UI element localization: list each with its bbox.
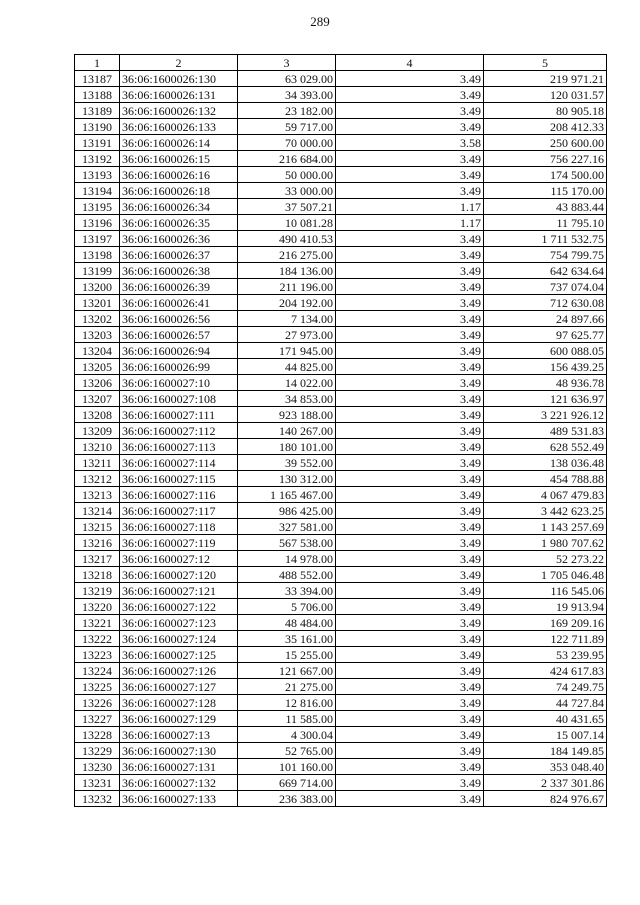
area-cell: 5 706.00 <box>238 599 336 615</box>
rate-cell: 3.49 <box>336 87 484 103</box>
table-row <box>75 279 607 295</box>
cadastral-number-cell: 36:06:1600026:39 <box>120 279 238 295</box>
rate-cell: 3.49 <box>336 663 484 679</box>
cadastral-number-cell: 36:06:1600027:108 <box>120 391 238 407</box>
column-header: 2 <box>120 55 238 71</box>
rate-cell: 3.49 <box>336 775 484 791</box>
column-header: 4 <box>336 55 484 71</box>
area-cell: 216 684.00 <box>238 151 336 167</box>
cadastral-number-cell: 36:06:1600027:13 <box>120 727 238 743</box>
rate-cell: 3.49 <box>336 583 484 599</box>
table-row <box>75 631 607 647</box>
table-row <box>75 743 607 759</box>
rate-cell: 3.49 <box>336 167 484 183</box>
rate-cell: 3.49 <box>336 343 484 359</box>
area-cell: 34 853.00 <box>238 391 336 407</box>
rate-cell: 3.49 <box>336 551 484 567</box>
rate-cell: 3.49 <box>336 695 484 711</box>
rate-cell: 3.49 <box>336 471 484 487</box>
amount-cell: 121 636.97 <box>484 391 607 407</box>
rate-cell: 3.49 <box>336 327 484 343</box>
amount-cell: 4 067 479.83 <box>484 487 607 503</box>
table-row <box>75 359 607 375</box>
cadastral-number-cell: 36:06:1600027:131 <box>120 759 238 775</box>
cadastral-number-cell: 36:06:1600027:130 <box>120 743 238 759</box>
table-row <box>75 135 607 151</box>
rate-cell: 3.49 <box>336 311 484 327</box>
area-cell: 171 945.00 <box>238 343 336 359</box>
cadastral-number-cell: 36:06:1600026:16 <box>120 167 238 183</box>
row-index-cell: 13219 <box>75 583 120 599</box>
table-row <box>75 727 607 743</box>
area-cell: 50 000.00 <box>238 167 336 183</box>
area-cell: 27 973.00 <box>238 327 336 343</box>
amount-cell: 737 074.04 <box>484 279 607 295</box>
amount-cell: 824 976.67 <box>484 791 607 807</box>
amount-cell: 3 221 926.12 <box>484 407 607 423</box>
rate-cell: 3.49 <box>336 359 484 375</box>
row-index-cell: 13204 <box>75 343 120 359</box>
cadastral-number-cell: 36:06:1600026:36 <box>120 231 238 247</box>
amount-cell: 15 007.14 <box>484 727 607 743</box>
rate-cell: 3.49 <box>336 151 484 167</box>
cadastral-number-cell: 36:06:1600027:132 <box>120 775 238 791</box>
area-cell: 121 667.00 <box>238 663 336 679</box>
area-cell: 490 410.53 <box>238 231 336 247</box>
cadastral-number-cell: 36:06:1600026:57 <box>120 327 238 343</box>
area-cell: 14 978.00 <box>238 551 336 567</box>
cadastral-number-cell: 36:06:1600027:119 <box>120 535 238 551</box>
row-index-cell: 13218 <box>75 567 120 583</box>
table-row <box>75 503 607 519</box>
area-cell: 14 022.00 <box>238 375 336 391</box>
area-cell: 34 393.00 <box>238 87 336 103</box>
amount-cell: 1 711 532.75 <box>484 231 607 247</box>
row-index-cell: 13191 <box>75 135 120 151</box>
area-cell: 1 165 467.00 <box>238 487 336 503</box>
cadastral-number-cell: 36:06:1600026:41 <box>120 295 238 311</box>
amount-cell: 19 913.94 <box>484 599 607 615</box>
table-row <box>75 551 607 567</box>
row-index-cell: 13203 <box>75 327 120 343</box>
rate-cell: 3.49 <box>336 503 484 519</box>
row-index-cell: 13192 <box>75 151 120 167</box>
table-row <box>75 647 607 663</box>
amount-cell: 122 711.89 <box>484 631 607 647</box>
cadastral-number-cell: 36:06:1600026:38 <box>120 263 238 279</box>
amount-cell: 756 227.16 <box>484 151 607 167</box>
area-cell: 7 134.00 <box>238 311 336 327</box>
table-row <box>75 247 607 263</box>
area-cell: 70 000.00 <box>238 135 336 151</box>
cadastral-number-cell: 36:06:1600026:18 <box>120 183 238 199</box>
area-cell: 101 160.00 <box>238 759 336 775</box>
area-cell: 4 300.04 <box>238 727 336 743</box>
row-index-cell: 13197 <box>75 231 120 247</box>
rate-cell: 3.49 <box>336 231 484 247</box>
area-cell: 52 765.00 <box>238 743 336 759</box>
amount-cell: 138 036.48 <box>484 455 607 471</box>
row-index-cell: 13220 <box>75 599 120 615</box>
table-row <box>75 695 607 711</box>
cadastral-number-cell: 36:06:1600027:10 <box>120 375 238 391</box>
cadastral-number-cell: 36:06:1600027:115 <box>120 471 238 487</box>
table-row <box>75 759 607 775</box>
cadastral-number-cell: 36:06:1600026:132 <box>120 103 238 119</box>
row-index-cell: 13206 <box>75 375 120 391</box>
rate-cell: 3.49 <box>336 375 484 391</box>
cadastral-number-cell: 36:06:1600027:126 <box>120 663 238 679</box>
row-index-cell: 13190 <box>75 119 120 135</box>
rate-cell: 1.17 <box>336 215 484 231</box>
column-header: 1 <box>75 55 120 71</box>
column-header: 5 <box>484 55 607 71</box>
amount-cell: 2 337 301.86 <box>484 775 607 791</box>
amount-cell: 424 617.83 <box>484 663 607 679</box>
area-cell: 39 552.00 <box>238 455 336 471</box>
table-row <box>75 423 607 439</box>
rate-cell: 3.49 <box>336 631 484 647</box>
area-cell: 488 552.00 <box>238 567 336 583</box>
row-index-cell: 13209 <box>75 423 120 439</box>
cadastral-number-cell: 36:06:1600027:12 <box>120 551 238 567</box>
row-index-cell: 13205 <box>75 359 120 375</box>
row-index-cell: 13200 <box>75 279 120 295</box>
amount-cell: 250 600.00 <box>484 135 607 151</box>
rate-cell: 3.49 <box>336 647 484 663</box>
area-cell: 33 000.00 <box>238 183 336 199</box>
row-index-cell: 13225 <box>75 679 120 695</box>
table-row <box>75 487 607 503</box>
area-cell: 204 192.00 <box>238 295 336 311</box>
table-row <box>75 343 607 359</box>
column-header: 3 <box>238 55 336 71</box>
amount-cell: 156 439.25 <box>484 359 607 375</box>
rate-cell: 3.49 <box>336 407 484 423</box>
table-row <box>75 215 607 231</box>
rate-cell: 3.49 <box>336 599 484 615</box>
table-row <box>75 375 607 391</box>
cadastral-number-cell: 36:06:1600027:123 <box>120 615 238 631</box>
cadastral-number-cell: 36:06:1600027:133 <box>120 791 238 807</box>
row-index-cell: 13189 <box>75 103 120 119</box>
amount-cell: 24 897.66 <box>484 311 607 327</box>
table-row <box>75 183 607 199</box>
row-index-cell: 13187 <box>75 71 120 87</box>
row-index-cell: 13202 <box>75 311 120 327</box>
rate-cell: 3.49 <box>336 423 484 439</box>
row-index-cell: 13222 <box>75 631 120 647</box>
rate-cell: 3.49 <box>336 295 484 311</box>
cadastral-number-cell: 36:06:1600026:94 <box>120 343 238 359</box>
area-cell: 216 275.00 <box>238 247 336 263</box>
area-cell: 21 275.00 <box>238 679 336 695</box>
table-row <box>75 663 607 679</box>
cadastral-number-cell: 36:06:1600026:130 <box>120 71 238 87</box>
table-row <box>75 327 607 343</box>
rate-cell: 3.49 <box>336 487 484 503</box>
amount-cell: 1 980 707.62 <box>484 535 607 551</box>
area-cell: 327 581.00 <box>238 519 336 535</box>
cadastral-number-cell: 36:06:1600026:56 <box>120 311 238 327</box>
rate-cell: 3.49 <box>336 183 484 199</box>
cadastral-number-cell: 36:06:1600027:128 <box>120 695 238 711</box>
amount-cell: 40 431.65 <box>484 711 607 727</box>
amount-cell: 169 209.16 <box>484 615 607 631</box>
row-index-cell: 13224 <box>75 663 120 679</box>
area-cell: 236 383.00 <box>238 791 336 807</box>
area-cell: 37 507.21 <box>238 199 336 215</box>
table-row <box>75 199 607 215</box>
amount-cell: 754 799.75 <box>484 247 607 263</box>
area-cell: 12 816.00 <box>238 695 336 711</box>
amount-cell: 74 249.75 <box>484 679 607 695</box>
row-index-cell: 13226 <box>75 695 120 711</box>
amount-cell: 642 634.64 <box>484 263 607 279</box>
row-index-cell: 13230 <box>75 759 120 775</box>
cadastral-number-cell: 36:06:1600026:37 <box>120 247 238 263</box>
area-cell: 10 081.28 <box>238 215 336 231</box>
data-table <box>74 54 607 807</box>
table-row <box>75 711 607 727</box>
amount-cell: 52 273.22 <box>484 551 607 567</box>
rate-cell: 3.49 <box>336 263 484 279</box>
rate-cell: 3.49 <box>336 791 484 807</box>
table-row <box>75 599 607 615</box>
row-index-cell: 13216 <box>75 535 120 551</box>
cadastral-number-cell: 36:06:1600026:34 <box>120 199 238 215</box>
table-row <box>75 535 607 551</box>
area-cell: 986 425.00 <box>238 503 336 519</box>
area-cell: 44 825.00 <box>238 359 336 375</box>
row-index-cell: 13201 <box>75 295 120 311</box>
table-row <box>75 519 607 535</box>
area-cell: 669 714.00 <box>238 775 336 791</box>
area-cell: 63 029.00 <box>238 71 336 87</box>
area-cell: 48 484.00 <box>238 615 336 631</box>
area-cell: 33 394.00 <box>238 583 336 599</box>
row-index-cell: 13214 <box>75 503 120 519</box>
amount-cell: 116 545.06 <box>484 583 607 599</box>
row-index-cell: 13198 <box>75 247 120 263</box>
amount-cell: 489 531.83 <box>484 423 607 439</box>
rate-cell: 3.49 <box>336 279 484 295</box>
amount-cell: 43 883.44 <box>484 199 607 215</box>
rate-cell: 3.49 <box>336 439 484 455</box>
header-row <box>75 55 607 71</box>
row-index-cell: 13199 <box>75 263 120 279</box>
cadastral-number-cell: 36:06:1600027:129 <box>120 711 238 727</box>
table-row <box>75 311 607 327</box>
amount-cell: 628 552.49 <box>484 439 607 455</box>
table-row <box>75 775 607 791</box>
rate-cell: 3.58 <box>336 135 484 151</box>
cadastral-number-cell: 36:06:1600027:124 <box>120 631 238 647</box>
rate-cell: 1.17 <box>336 199 484 215</box>
area-cell: 180 101.00 <box>238 439 336 455</box>
amount-cell: 208 412.33 <box>484 119 607 135</box>
row-index-cell: 13227 <box>75 711 120 727</box>
row-index-cell: 13208 <box>75 407 120 423</box>
rate-cell: 3.49 <box>336 71 484 87</box>
cadastral-number-cell: 36:06:1600027:120 <box>120 567 238 583</box>
cadastral-number-cell: 36:06:1600027:122 <box>120 599 238 615</box>
cadastral-number-cell: 36:06:1600027:111 <box>120 407 238 423</box>
amount-cell: 48 936.78 <box>484 375 607 391</box>
row-index-cell: 13232 <box>75 791 120 807</box>
table-row <box>75 167 607 183</box>
row-index-cell: 13194 <box>75 183 120 199</box>
table-row <box>75 231 607 247</box>
row-index-cell: 13217 <box>75 551 120 567</box>
amount-cell: 115 170.00 <box>484 183 607 199</box>
row-index-cell: 13212 <box>75 471 120 487</box>
table-row <box>75 583 607 599</box>
row-index-cell: 13213 <box>75 487 120 503</box>
area-cell: 211 196.00 <box>238 279 336 295</box>
row-index-cell: 13188 <box>75 87 120 103</box>
cadastral-number-cell: 36:06:1600027:113 <box>120 439 238 455</box>
rate-cell: 3.49 <box>336 247 484 263</box>
cadastral-number-cell: 36:06:1600027:121 <box>120 583 238 599</box>
rate-cell: 3.49 <box>336 711 484 727</box>
table-row <box>75 119 607 135</box>
area-cell: 184 136.00 <box>238 263 336 279</box>
table-row <box>75 791 607 807</box>
rate-cell: 3.49 <box>336 119 484 135</box>
cadastral-number-cell: 36:06:1600026:131 <box>120 87 238 103</box>
area-cell: 15 255.00 <box>238 647 336 663</box>
page-number: 289 <box>310 14 330 29</box>
rate-cell: 3.49 <box>336 727 484 743</box>
amount-cell: 353 048.40 <box>484 759 607 775</box>
rate-cell: 3.49 <box>336 535 484 551</box>
rate-cell: 3.49 <box>336 759 484 775</box>
row-index-cell: 13196 <box>75 215 120 231</box>
cadastral-number-cell: 36:06:1600027:118 <box>120 519 238 535</box>
amount-cell: 3 442 623.25 <box>484 503 607 519</box>
table-row <box>75 471 607 487</box>
amount-cell: 120 031.57 <box>484 87 607 103</box>
row-index-cell: 13223 <box>75 647 120 663</box>
table-row <box>75 439 607 455</box>
table-row <box>75 87 607 103</box>
row-index-cell: 13207 <box>75 391 120 407</box>
rate-cell: 3.49 <box>336 615 484 631</box>
table-row <box>75 407 607 423</box>
table-row <box>75 391 607 407</box>
row-index-cell: 13193 <box>75 167 120 183</box>
row-index-cell: 13229 <box>75 743 120 759</box>
cadastral-number-cell: 36:06:1600027:112 <box>120 423 238 439</box>
amount-cell: 1 705 046.48 <box>484 567 607 583</box>
table-row <box>75 615 607 631</box>
table-body <box>75 71 607 807</box>
amount-cell: 600 088.05 <box>484 343 607 359</box>
area-cell: 130 312.00 <box>238 471 336 487</box>
area-cell: 567 538.00 <box>238 535 336 551</box>
amount-cell: 97 625.77 <box>484 327 607 343</box>
area-cell: 140 267.00 <box>238 423 336 439</box>
table-row <box>75 103 607 119</box>
cadastral-number-cell: 36:06:1600026:99 <box>120 359 238 375</box>
table-row <box>75 455 607 471</box>
rate-cell: 3.49 <box>336 391 484 407</box>
rate-cell: 3.49 <box>336 519 484 535</box>
amount-cell: 80 905.18 <box>484 103 607 119</box>
amount-cell: 184 149.85 <box>484 743 607 759</box>
cadastral-number-cell: 36:06:1600027:127 <box>120 679 238 695</box>
area-cell: 59 717.00 <box>238 119 336 135</box>
row-index-cell: 13231 <box>75 775 120 791</box>
cadastral-number-cell: 36:06:1600026:14 <box>120 135 238 151</box>
cadastral-number-cell: 36:06:1600026:35 <box>120 215 238 231</box>
row-index-cell: 13221 <box>75 615 120 631</box>
area-cell: 11 585.00 <box>238 711 336 727</box>
table-row <box>75 151 607 167</box>
amount-cell: 174 500.00 <box>484 167 607 183</box>
table-row <box>75 295 607 311</box>
amount-cell: 53 239.95 <box>484 647 607 663</box>
row-index-cell: 13210 <box>75 439 120 455</box>
cadastral-number-cell: 36:06:1600027:125 <box>120 647 238 663</box>
row-index-cell: 13195 <box>75 199 120 215</box>
rate-cell: 3.49 <box>336 679 484 695</box>
row-index-cell: 13228 <box>75 727 120 743</box>
rate-cell: 3.49 <box>336 743 484 759</box>
area-cell: 35 161.00 <box>238 631 336 647</box>
amount-cell: 712 630.08 <box>484 295 607 311</box>
amount-cell: 11 795.10 <box>484 215 607 231</box>
rate-cell: 3.49 <box>336 103 484 119</box>
amount-cell: 44 727.84 <box>484 695 607 711</box>
rate-cell: 3.49 <box>336 455 484 471</box>
cadastral-number-cell: 36:06:1600026:15 <box>120 151 238 167</box>
cadastral-number-cell: 36:06:1600027:117 <box>120 503 238 519</box>
amount-cell: 219 971.21 <box>484 71 607 87</box>
table-row <box>75 679 607 695</box>
table-row <box>75 567 607 583</box>
area-cell: 923 188.00 <box>238 407 336 423</box>
table-row <box>75 71 607 87</box>
cadastral-number-cell: 36:06:1600027:114 <box>120 455 238 471</box>
amount-cell: 1 143 257.69 <box>484 519 607 535</box>
row-index-cell: 13211 <box>75 455 120 471</box>
area-cell: 23 182.00 <box>238 103 336 119</box>
row-index-cell: 13215 <box>75 519 120 535</box>
cadastral-number-cell: 36:06:1600027:116 <box>120 487 238 503</box>
rate-cell: 3.49 <box>336 567 484 583</box>
table-row <box>75 263 607 279</box>
cadastral-number-cell: 36:06:1600026:133 <box>120 119 238 135</box>
amount-cell: 454 788.88 <box>484 471 607 487</box>
